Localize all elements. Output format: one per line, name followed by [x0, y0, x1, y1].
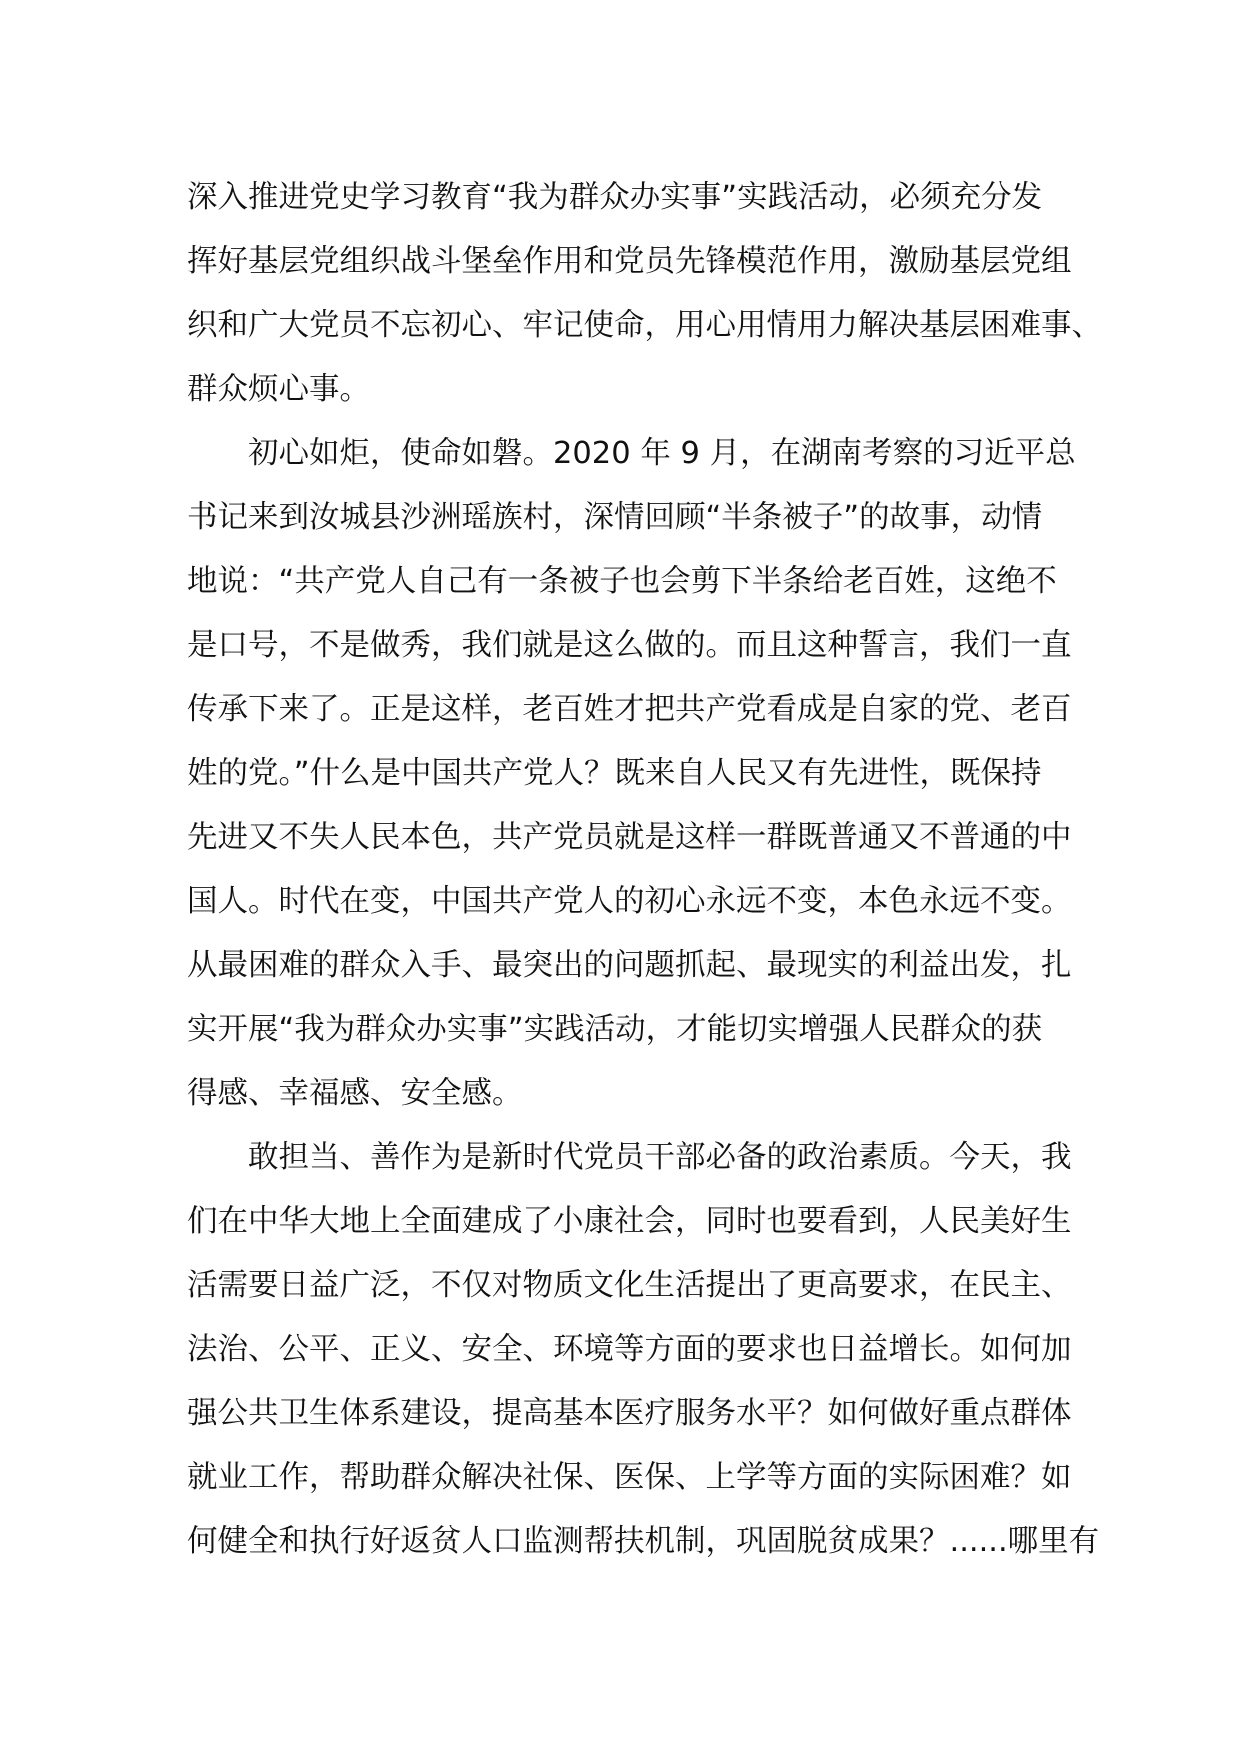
paragraph-3-line-5: 强公共卫生体系建设，提高基本医疗服务水平？如何做好重点群体 — [187, 1396, 1072, 1431]
paragraph-3-line-7: 何健全和执行好返贫人口监测帮扶机制，巩固脱贫成果？......哪里有 — [187, 1524, 1100, 1559]
paragraph-3-line-6: 就业工作，帮助群众解决社保、医保、上学等方面的实际困难？如 — [187, 1460, 1072, 1495]
paragraph-2-line-6: 姓的党。”什么是中国共产党人？既来自人民又有先进性，既保持 — [187, 756, 1042, 791]
paragraph-2-line-9: 从最困难的群众入手、最突出的问题抓起、最现实的利益出发，扎 — [187, 948, 1072, 983]
paragraph-3-line-2: 们在中华大地上全面建成了小康社会，同时也要看到，人民美好生 — [187, 1204, 1072, 1239]
paragraph-2-line-5: 传承下来了。正是这样，老百姓才把共产党看成是自家的党、老百 — [187, 692, 1072, 727]
paragraph-2-line-8: 国人。时代在变，中国共产党人的初心永远不变，本色永远不变。 — [187, 884, 1072, 919]
paragraph-3-line-3: 活需要日益广泛，不仅对物质文化生活提出了更高要求，在民主、 — [187, 1268, 1072, 1303]
paragraph-1-line-1: 深入推进党史学习教育“我为群众办实事”实践活动，必须充分发 — [187, 180, 1043, 215]
paragraph-3-line-4: 法治、公平、正义、安全、环境等方面的要求也日益增长。如何加 — [187, 1332, 1072, 1367]
document-body — [187, 170, 1102, 1578]
paragraph-1-line-2: 挥好基层党组织战斗堡垒作用和党员先锋模范作用，激励基层党组 — [187, 244, 1072, 279]
paragraph-2-line-7: 先进又不失人民本色，共产党员就是这样一群既普通又不普通的中 — [187, 820, 1072, 855]
paragraph-2-line-4: 是口号，不是做秀，我们就是这么做的。而且这种誓言，我们一直 — [187, 628, 1072, 663]
paragraph-2-line-10: 实开展“我为群众办实事”实践活动，才能切实增强人民群众的获 — [187, 1012, 1043, 1047]
paragraph-2-line-11: 得感、幸福感、安全感。 — [187, 1076, 523, 1111]
paragraph-1-line-3: 织和广大党员不忘初心、牢记使命，用心用情用力解决基层困难事、 — [187, 308, 1102, 343]
paragraph-2-line-1: 初心如炬，使命如磐。2020 年 9 月，在湖南考察的习近平总 — [248, 436, 1076, 471]
paragraph-1-line-4: 群众烦心事。 — [187, 372, 370, 407]
paragraph-2-line-3: 地说：“共产党人自己有一条被子也会剪下半条给老百姓，这绝不 — [187, 564, 1057, 599]
paragraph-2-line-2: 书记来到汝城县沙洲瑶族村，深情回顾“半条被子”的故事，动情 — [187, 500, 1043, 535]
paragraph-3-line-1: 敢担当、善作为是新时代党员干部必备的政治素质。今天，我 — [248, 1140, 1072, 1175]
